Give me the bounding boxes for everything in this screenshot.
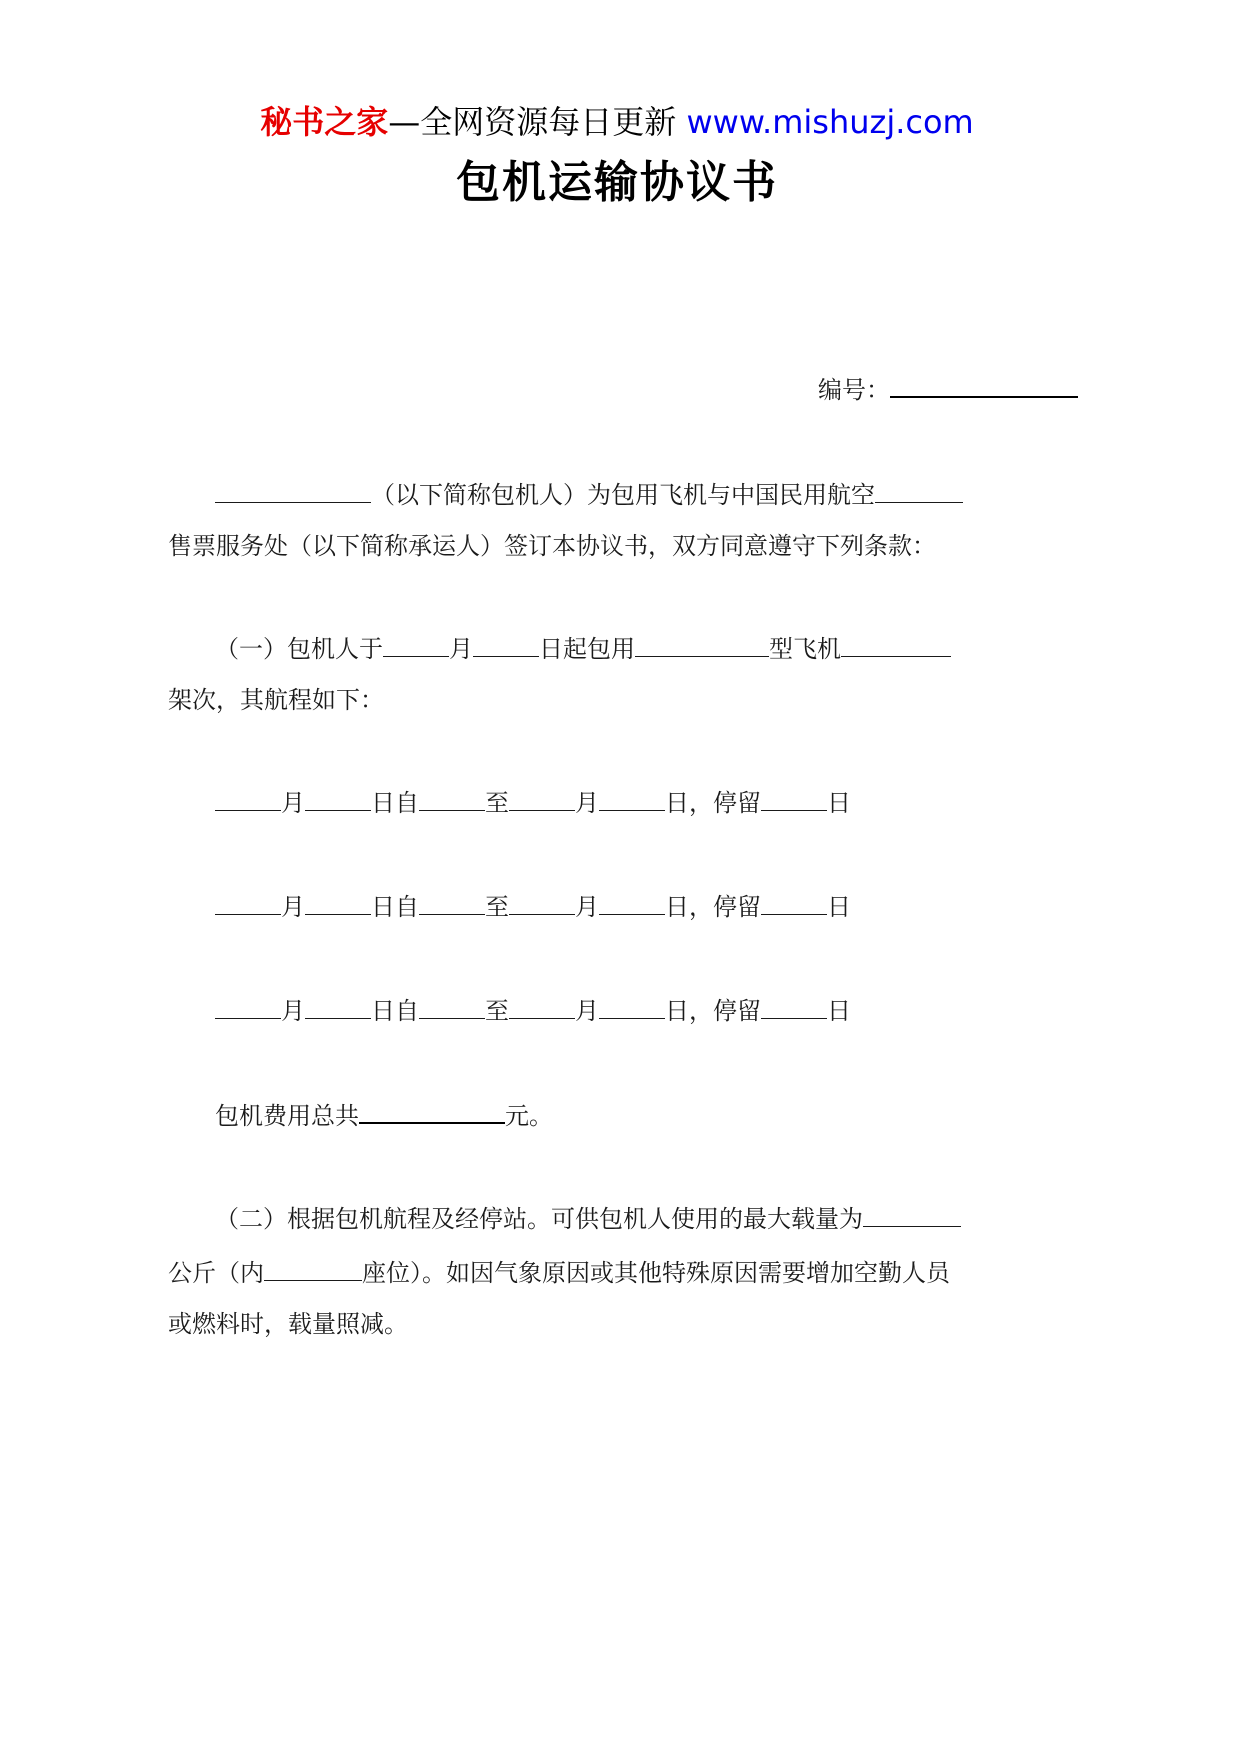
itinerary-stay-blank (761, 890, 827, 915)
itinerary-from-label: 日自 (371, 893, 419, 921)
itinerary-from-label: 日自 (371, 789, 419, 817)
itinerary-month2-label: 月 (575, 789, 599, 817)
site-banner (0, 102, 1234, 142)
clause-1-month-label: 月 (449, 635, 473, 663)
itinerary-day2-blank (599, 786, 665, 811)
itinerary-month-blank (215, 890, 281, 915)
sorties-blank (841, 632, 951, 657)
clause-1-day-label: 日起包用 (539, 635, 635, 663)
clause-1-day-blank (473, 632, 539, 657)
itinerary-day-blank (305, 994, 371, 1019)
itinerary-month-label: 月 (281, 997, 305, 1025)
clause-1-line-1 (215, 632, 951, 665)
itinerary-row-3 (215, 994, 851, 1027)
intro-line-2 (168, 530, 936, 562)
itinerary-month-blank (215, 994, 281, 1019)
clause-1-text-2: 架次，其航程如下： (168, 686, 384, 714)
number-row (818, 372, 1078, 406)
charterer-name-blank (215, 478, 371, 503)
itinerary-month-label: 月 (281, 893, 305, 921)
itinerary-from-label: 日自 (371, 997, 419, 1025)
clause-2-text-2b: 座位）。如因气象原因或其他特殊原因需要增加空勤人员 (362, 1259, 950, 1287)
itinerary-stay-label: 日，停留 (665, 893, 761, 921)
clause-1-line-2 (168, 684, 384, 716)
itinerary-destination-blank (509, 890, 575, 915)
aircraft-type-blank (635, 632, 769, 657)
itinerary-month-blank (215, 786, 281, 811)
itinerary-day-end-label: 日 (827, 893, 851, 921)
clause-1-type-label: 型飞机 (769, 635, 841, 663)
fee-amount-blank (359, 1098, 505, 1124)
itinerary-day-end-label: 日 (827, 997, 851, 1025)
itinerary-row-2 (215, 890, 851, 923)
itinerary-to-label: 至 (485, 997, 509, 1025)
itinerary-origin-blank (419, 786, 485, 811)
intro-text-2: 售票服务处（以下简称承运人）签订本协议书，双方同意遵守下列条款： (168, 532, 936, 560)
clause-1-prefix: （一）包机人于 (215, 635, 383, 663)
itinerary-origin-blank (419, 994, 485, 1019)
clause-2-line-2 (168, 1256, 950, 1289)
itinerary-stay-label: 日，停留 (665, 997, 761, 1025)
banner-url-link[interactable]: www.mishuzj.com (686, 103, 974, 141)
itinerary-row-1 (215, 786, 851, 819)
seats-blank (264, 1256, 362, 1281)
itinerary-destination-blank (509, 786, 575, 811)
itinerary-month2-label: 月 (575, 893, 599, 921)
itinerary-month-label: 月 (281, 789, 305, 817)
intro-line-1 (215, 478, 963, 511)
itinerary-origin-blank (419, 890, 485, 915)
number-blank (890, 372, 1078, 398)
itinerary-day2-blank (599, 994, 665, 1019)
clause-1-month-blank (383, 632, 449, 657)
clause-2-text-1: （二）根据包机航程及经停站。可供包机人使用的最大载量为 (215, 1205, 863, 1233)
fee-prefix: 包机费用总共 (215, 1102, 359, 1130)
itinerary-day2-blank (599, 890, 665, 915)
banner-brand: 秘书之家 (260, 103, 389, 141)
clause-2-text-2a: 公斤（内 (168, 1259, 264, 1287)
clause-2-line-1 (215, 1202, 961, 1235)
civil-aviation-blank (875, 478, 963, 503)
itinerary-to-label: 至 (485, 893, 509, 921)
clause-2-line-3 (168, 1308, 408, 1340)
itinerary-to-label: 至 (485, 789, 509, 817)
itinerary-stay-blank (761, 786, 827, 811)
fee-line (215, 1098, 553, 1132)
itinerary-stay-blank (761, 994, 827, 1019)
number-label: 编号： (818, 376, 890, 404)
itinerary-stay-label: 日，停留 (665, 789, 761, 817)
banner-tagline: —全网资源每日更新 (388, 103, 677, 141)
itinerary-destination-blank (509, 994, 575, 1019)
itinerary-month2-label: 月 (575, 997, 599, 1025)
document-title: 包机运输协议书 (456, 157, 778, 208)
itinerary-day-blank (305, 786, 371, 811)
itinerary-day-blank (305, 890, 371, 915)
itinerary-day-end-label: 日 (827, 789, 851, 817)
max-load-blank (863, 1202, 961, 1227)
intro-text-1: （以下简称包机人）为包用飞机与中国民用航空 (371, 481, 875, 509)
clause-2-text-3: 或燃料时，载量照减。 (168, 1310, 408, 1338)
fee-suffix: 元。 (505, 1102, 553, 1130)
